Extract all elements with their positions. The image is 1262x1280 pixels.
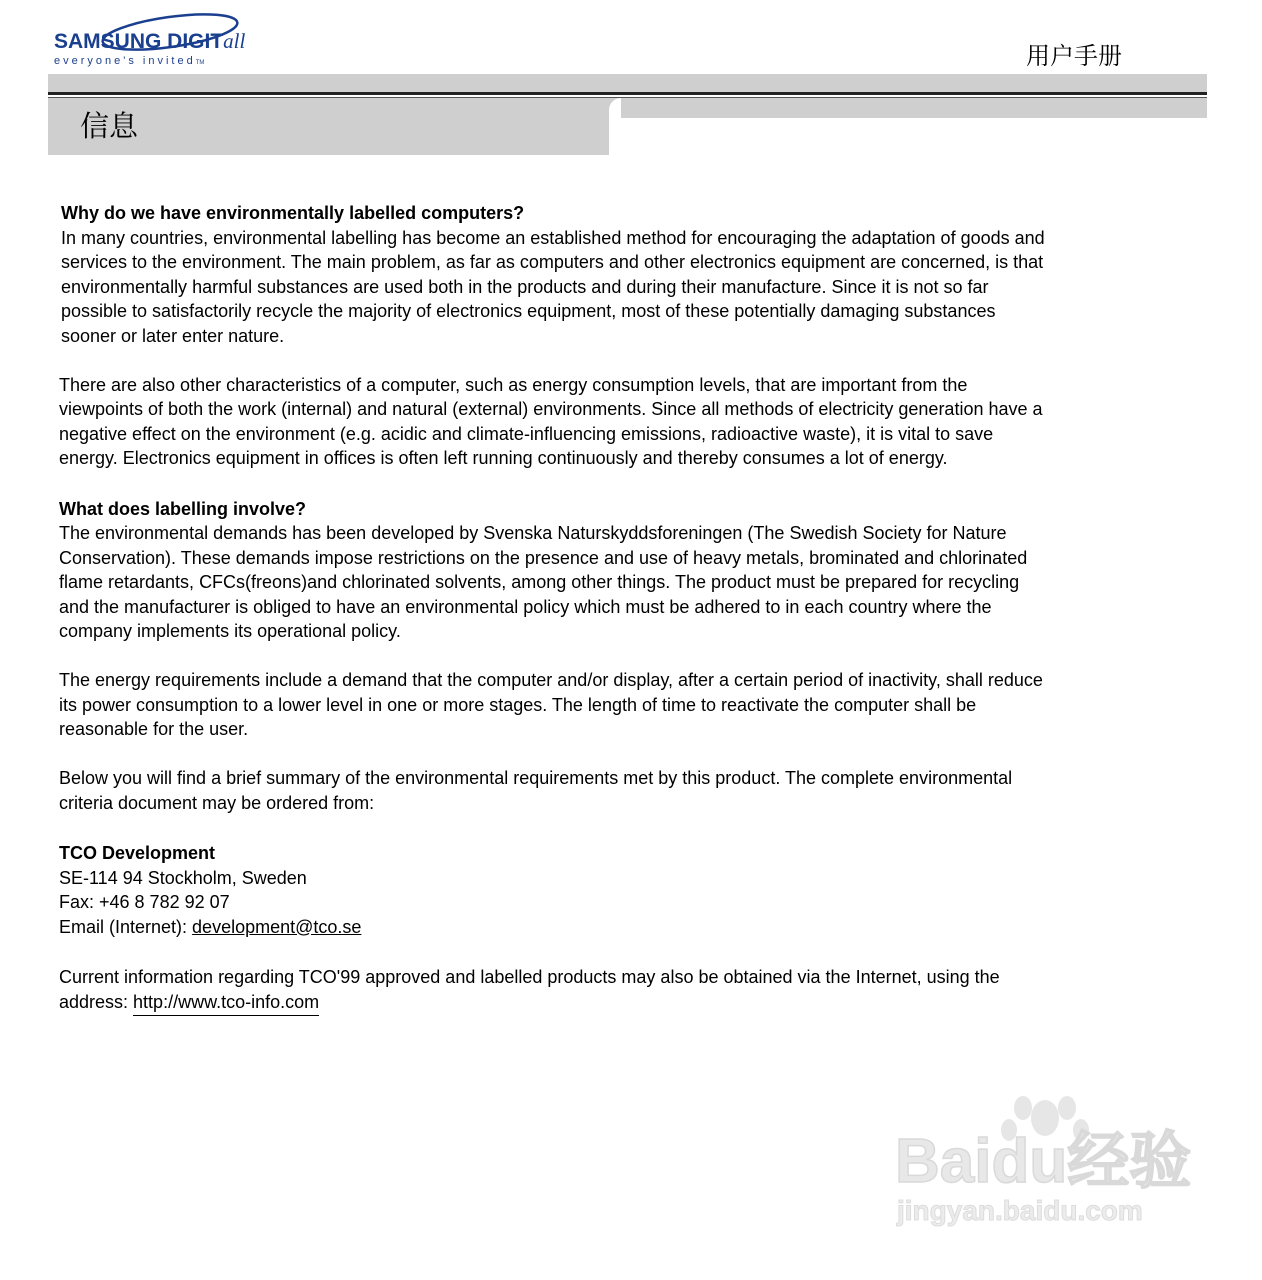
question-heading-2: What does labelling involve? — [59, 498, 307, 519]
paragraph-2: There are also other characteristics of a computer, such as energy consumption levels, that are important from the viewpoints of both the work (internal) and natural (external) environments. Since all methods of electricity generation have a negative effect on the environment (e.g. acidic and climate-influencing emissions, radioactive waste), it is vital to save energy. Electronics equipment in offices is often left running continuously and thereby consumes a lot of energy. — [59, 374, 1043, 468]
tco-url-link[interactable]: http://www.tco-info.com — [133, 990, 319, 1017]
email-label: Email (Internet): — [59, 916, 193, 937]
paragraph-5: Below you will find a brief summary of the environmental requirements met by this product. The complete environmental criteria document may be ordered from: — [59, 768, 1013, 813]
samsung-logo — [52, 10, 252, 70]
question-heading-1: Why do we have environmentally labelled computers? — [61, 203, 525, 223]
section-tab-extension — [609, 98, 1207, 118]
watermark-domain: jingyan.baidu.com — [897, 1195, 1143, 1226]
document-body — [59, 201, 1049, 1016]
contact-email-line — [59, 915, 1049, 940]
paragraph-3: The environmental demands has been developed by Svenska Naturskyddsforeningen (The Swedish Society for Nature Conservation). These demands impose restrictions on the presence and use of heavy metals, brominated and chlorinated flame retardants, CFCs(freons)and chlorinated solvents, among other things. The product must be prepared for recycling and the manufacturer is obliged to have an environmental policy which must be adhered to in each country where the company implements its operational policy. — [59, 523, 1028, 641]
paragraph-6 — [59, 965, 1049, 1016]
header-band — [48, 74, 1207, 92]
contact-fax: Fax: +46 8 782 92 07 — [59, 892, 230, 912]
paragraph-6-text: Current information regarding TCO'99 approved and labelled products may also be obtained via the Internet, using the address: — [59, 967, 1000, 1012]
section-title: 信息 — [80, 109, 139, 143]
paragraph-1: In many countries, environmental labelling has become an established method for encouraging the adaptation of goods and services to the environment. The main problem, as far as computers and other electronics equipment are concerned, is that environmentally harmful substances are used both in the products and during their manufacture. Since it is not so far possible to satisfactorily recycle the majority of electronics equipment, most of these potentially damaging substances sooner or later enter nature. — [61, 227, 1045, 346]
logo-wordmark: SAMSUNG DIGITall — [54, 29, 246, 53]
watermark-brand: Baidu经验 — [895, 1127, 1192, 1196]
email-link[interactable]: development@tco.se — [192, 916, 362, 937]
manual-title: 用户手册 — [1026, 42, 1122, 70]
logo-tagline: everyone's invitedTM — [54, 55, 205, 67]
header-divider — [48, 92, 1207, 95]
paragraph-4: The energy requirements include a demand that the computer and/or display, after a certain period of inactivity, shall reduce its power consumption to a lower level in one or more stages. The length of time to reactivate the computer shall be reasonable for the user. — [59, 670, 1043, 739]
baidu-watermark — [895, 1090, 1195, 1240]
contact-address: SE-114 94 Stockholm, Sweden — [59, 867, 307, 888]
contact-org: TCO Development — [59, 843, 216, 863]
